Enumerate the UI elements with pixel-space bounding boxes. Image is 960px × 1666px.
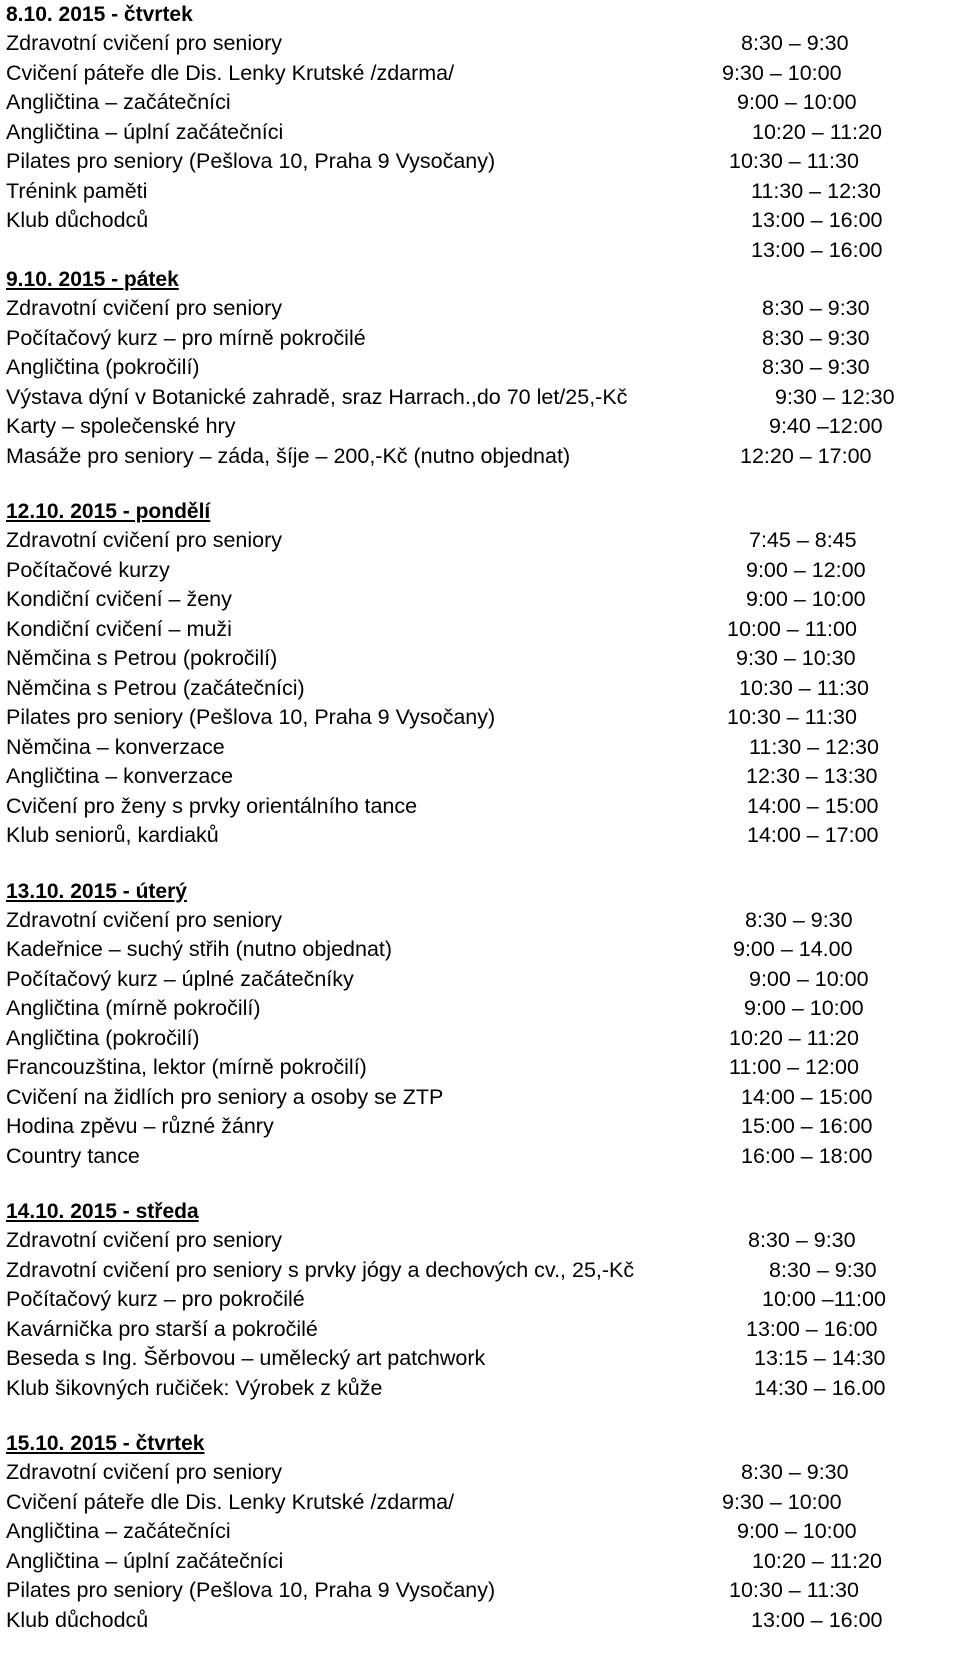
activity-time: 13:15 – 14:30 (754, 1346, 886, 1370)
activity-name: Cvičení pro ženy s prvky orientálního tance (6, 793, 418, 818)
schedule-row (6, 556, 956, 586)
activity-time: 10:30 – 11:30 (727, 705, 857, 729)
schedule-row (6, 294, 956, 324)
activity-time: 9:00 – 10:00 (749, 966, 869, 991)
schedule-row (6, 206, 956, 236)
activity-time: 10:20 – 11:20 (752, 119, 882, 144)
activity-time: 12:20 – 17:00 (740, 443, 872, 468)
activity-name: Zdravotní cvičení pro seniory (6, 31, 283, 55)
schedule-row (6, 1315, 956, 1345)
activity-time: 9:00 – 10:00 (744, 996, 864, 1020)
activity-time: 14:00 – 15:00 (741, 1084, 873, 1109)
activity-time: 11:30 – 12:30 (749, 734, 879, 759)
activity-time: 10:20 – 11:20 (752, 1548, 882, 1573)
activity-name: Výstava dýní v Botanické zahradě, sraz Harrach.,do 70 let/25,-Kč (6, 384, 628, 409)
day-header: 13.10. 2015 - úterý (6, 879, 187, 903)
activity-time: 10:30 – 11:30 (729, 1578, 859, 1602)
schedule-row (6, 1226, 956, 1256)
activity-time: 13:00 – 16:00 (751, 237, 883, 262)
schedule-row (6, 1374, 956, 1404)
activity-time: 11:00 – 12:00 (729, 1055, 859, 1079)
activity-name: Zdravotní cvičení pro seniory s prvky jógy a dechových cv., 25,-Kč (6, 1257, 635, 1282)
activity-time: 11:30 – 12:30 (751, 178, 881, 203)
activity-name: Zdravotní cvičení pro seniory (6, 528, 283, 552)
schedule-row (6, 615, 956, 645)
activity-time: 9:40 –12:00 (769, 414, 883, 438)
activity-time: 8:30 – 9:30 (741, 31, 849, 55)
activity-time: 8:30 – 9:30 (762, 325, 870, 350)
day-header: 9.10. 2015 - pátek (6, 268, 179, 291)
activity-name: Počítačový kurz – pro mírně pokročilé (6, 325, 366, 350)
activity-time: 8:30 – 9:30 (762, 296, 870, 320)
schedule-row (6, 674, 956, 704)
section-spacer (6, 471, 956, 497)
activity-time: 10:30 – 11:30 (739, 675, 869, 700)
activity-name: Klub šikovných ručiček: Výrobek z kůže (6, 1375, 383, 1400)
activity-time: 13:00 – 16:00 (751, 208, 883, 232)
activity-name: Počítačové kurzy (6, 557, 170, 582)
activity-time: 7:45 – 8:45 (749, 528, 857, 552)
activity-time: 9:30 – 10:00 (722, 1489, 842, 1514)
schedule-row (6, 383, 956, 413)
schedule-row (6, 935, 956, 965)
activity-name: Karty – společenské hry (6, 414, 236, 438)
schedule-row (6, 1458, 956, 1488)
activity-time: 10:00 – 11:00 (727, 616, 857, 641)
schedule-row (6, 526, 956, 556)
activity-time: 9:00 – 10:00 (737, 1519, 857, 1543)
activity-name: Angličtina – začátečníci (6, 1519, 231, 1543)
day-header: 14.10. 2015 - středa (6, 1200, 199, 1223)
schedule-row (6, 442, 956, 472)
activity-name: Hodina zpěvu – různé žánry (6, 1114, 274, 1138)
schedule-row (6, 1576, 956, 1606)
activity-time: 8:30 – 9:30 (769, 1257, 877, 1282)
activity-name: Zdravotní cvičení pro seniory (6, 296, 283, 320)
schedule-row (6, 1053, 956, 1083)
activity-time: 9:00 – 10:00 (746, 587, 866, 611)
schedule-row (6, 1256, 956, 1286)
schedule-row (6, 1517, 956, 1547)
activity-time: 9:00 – 14.00 (733, 937, 853, 961)
activity-name: Kondiční cvičení – muži (6, 616, 232, 641)
schedule-row (6, 965, 956, 995)
activity-name: Beseda s Ing. Šěrbovou – umělecký art patchwork (6, 1346, 486, 1370)
schedule-row (6, 1606, 956, 1636)
activity-name: Masáže pro seniory – záda, šíje – 200,-Kč (nutno objednat) (6, 443, 571, 468)
activity-time: 9:30 – 12:30 (775, 384, 895, 409)
activity-name: Cvičení na židlích pro seniory a osoby se ZTP (6, 1084, 444, 1109)
activity-time: 8:30 – 9:30 (762, 355, 870, 379)
activity-time: 8:30 – 9:30 (748, 1228, 856, 1252)
activity-name: Němčina – konverzace (6, 734, 225, 759)
activity-name: Zdravotní cvičení pro seniory (6, 1460, 283, 1484)
activity-name: Trénink paměti (6, 178, 148, 203)
activity-name: Kondiční cvičení – ženy (6, 587, 232, 611)
schedule-row (6, 1024, 956, 1054)
activity-time: 10:20 – 11:20 (729, 1025, 859, 1050)
activity-name: Angličtina (pokročilí) (6, 1025, 200, 1050)
activity-time: 14:00 – 17:00 (747, 823, 879, 847)
activity-time: 10:00 –11:00 (762, 1287, 886, 1311)
activity-time: 14:00 – 15:00 (747, 793, 879, 818)
day-header: 12.10. 2015 - pondělí (6, 500, 211, 523)
activity-name: Kavárnička pro starší a pokročilé (6, 1316, 318, 1341)
activity-time: 9:30 – 10:30 (736, 646, 856, 670)
activity-name: Country tance (6, 1143, 140, 1168)
schedule-row (6, 1488, 956, 1518)
schedule-row (6, 821, 956, 851)
schedule-row (6, 324, 956, 354)
activity-name: Kadeřnice – suchý střih (nutno objednat) (6, 937, 393, 961)
activity-name: Francouzština, lektor (mírně pokročilí) (6, 1055, 367, 1079)
schedule-row (6, 585, 956, 615)
activity-time: 14:30 – 16.00 (754, 1375, 886, 1400)
activity-name: Klub seniorů, kardiaků (6, 823, 219, 847)
section-spacer (6, 1171, 956, 1197)
schedule-document (6, 0, 956, 1635)
schedule-row (6, 118, 956, 148)
activity-name: Klub důchodců (6, 1607, 149, 1632)
schedule-row (6, 1142, 956, 1172)
activity-name: Němčina s Petrou (pokročilí) (6, 646, 278, 670)
schedule-row (6, 412, 956, 442)
activity-time: 13:00 – 16:00 (746, 1316, 878, 1341)
schedule-row (6, 1112, 956, 1142)
schedule-row (6, 29, 956, 59)
activity-name: Angličtina – úplní začátečníci (6, 119, 284, 144)
activity-name: Angličtina (pokročilí) (6, 355, 200, 379)
activity-time: 13:00 – 16:00 (751, 1607, 883, 1632)
activity-name: Pilates pro seniory (Pešlova 10, Praha 9 Vysočany) (6, 705, 496, 729)
activity-name: Němčina s Petrou (začátečníci) (6, 675, 305, 700)
activity-name: Angličtina – úplní začátečníci (6, 1548, 284, 1573)
activity-name: Počítačový kurz – úplné začátečníky (6, 966, 354, 991)
activity-time: 10:30 – 11:30 (729, 149, 859, 173)
section-spacer (6, 1403, 956, 1429)
schedule-row (6, 1547, 956, 1577)
activity-time: 12:30 – 13:30 (746, 764, 878, 788)
schedule-row (6, 1285, 956, 1315)
schedule-row (6, 762, 956, 792)
schedule-row (6, 703, 956, 733)
activity-name: Zdravotní cvičení pro seniory (6, 1228, 283, 1252)
activity-time: 9:00 – 10:00 (737, 90, 857, 114)
schedule-row (6, 644, 956, 674)
schedule-row (6, 353, 956, 383)
schedule-row (6, 147, 956, 177)
day-header: 15.10. 2015 - čtvrtek (6, 1432, 205, 1455)
activity-name: Angličtina – konverzace (6, 764, 234, 788)
activity-time: 9:30 – 10:00 (722, 60, 842, 85)
activity-name: Cvičení páteře dle Dis. Lenky Krutské /zdarma/ (6, 1489, 455, 1514)
activity-time: 15:00 – 16:00 (741, 1114, 873, 1138)
day-header: 8.10. 2015 - čtvrtek (6, 3, 193, 26)
schedule-row (6, 792, 956, 822)
activity-name: Zdravotní cvičení pro seniory (6, 907, 283, 932)
activity-name: Pilates pro seniory (Pešlova 10, Praha 9 Vysočany) (6, 149, 496, 173)
activity-time: 9:00 – 12:00 (746, 557, 866, 582)
section-spacer (6, 851, 956, 877)
schedule-row (6, 177, 956, 207)
activity-time: 8:30 – 9:30 (745, 907, 853, 932)
schedule-row (6, 59, 956, 89)
schedule-row (6, 733, 956, 763)
schedule-row (6, 236, 956, 266)
activity-time: 16:00 – 18:00 (741, 1143, 873, 1168)
activity-name: Počítačový kurz – pro pokročilé (6, 1287, 305, 1311)
activity-name: Pilates pro seniory (Pešlova 10, Praha 9 Vysočany) (6, 1578, 496, 1602)
activity-name: Angličtina (mírně pokročilí) (6, 996, 261, 1020)
schedule-row (6, 906, 956, 936)
activity-name: Klub důchodců (6, 208, 149, 232)
schedule-row (6, 994, 956, 1024)
activity-name: Cvičení páteře dle Dis. Lenky Krutské /zdarma/ (6, 60, 455, 85)
schedule-row (6, 1344, 956, 1374)
activity-time: 8:30 – 9:30 (741, 1460, 849, 1484)
activity-name: Angličtina – začátečníci (6, 90, 231, 114)
schedule-row (6, 88, 956, 118)
schedule-row (6, 1083, 956, 1113)
